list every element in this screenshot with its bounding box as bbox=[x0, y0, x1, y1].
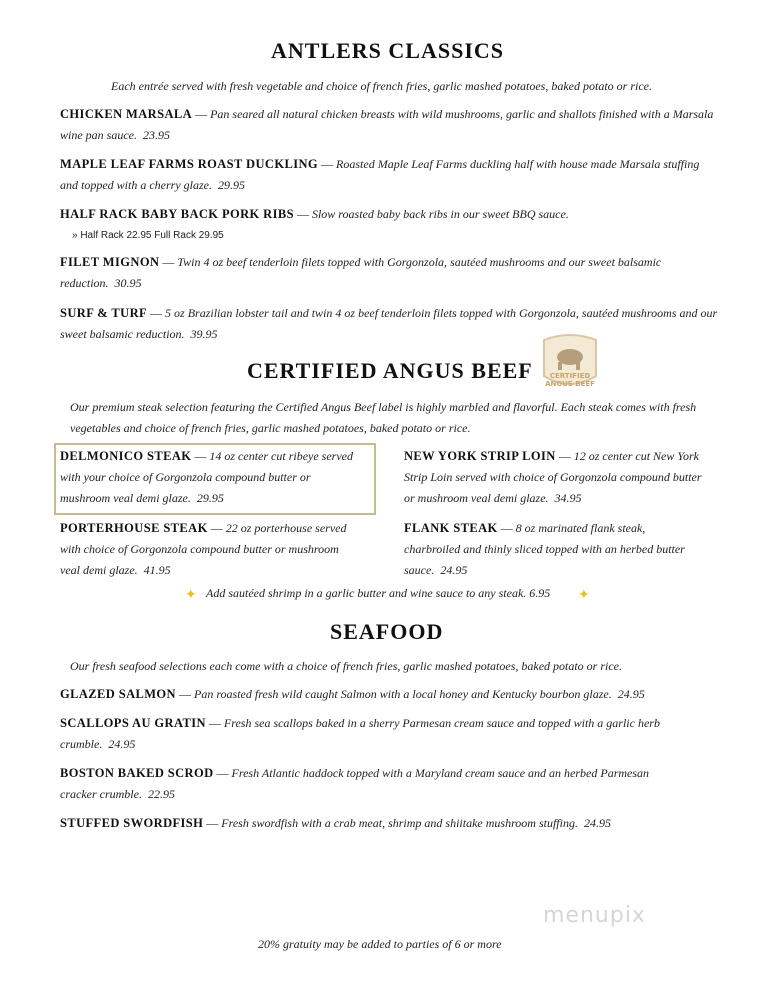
item-price: 24.95 bbox=[583, 816, 611, 830]
section-title-classics: ANTLERS CLASSICS bbox=[271, 38, 505, 63]
logo-text-1: CERTIFIED bbox=[549, 372, 591, 380]
item-desc: Pan seared all natural chicken breasts with wild mushrooms, garlic and shallots finished with a Marsala wine pan sauce. bbox=[60, 107, 714, 142]
menu-item-stuffed-swordfish: STUFFED SWORDFISH — Fresh swordfish with a crab meat, shrimp and shiitake mushroom stuffing. 24.95 bbox=[60, 816, 611, 830]
item-name: CHICKEN MARSALA bbox=[60, 107, 193, 121]
shrimp-addon: Add sautéed shrimp in a garlic butter and wine sauce to any steak. 6.95 bbox=[206, 586, 551, 600]
menu-item-roast-duckling: MAPLE LEAF FARMS ROAST DUCKLING — Roasted Maple Leaf Farms duckling half with house made Marsala stuffing and topped with a cherry glaze. 29.95 bbox=[60, 157, 700, 192]
item-desc: Fresh Atlantic haddock topped with a Maryland cream sauce and an herbed Parmesan cracker crumble. bbox=[60, 766, 650, 801]
item-price: 29.95 bbox=[196, 491, 224, 505]
item-name: FLANK STEAK bbox=[404, 521, 498, 535]
item-name: GLAZED SALMON bbox=[60, 687, 176, 701]
seafood-intro: Our fresh seafood selections each come with a choice of french fries, garlic mashed potatoes, baked potato or rice. bbox=[70, 659, 623, 673]
item-name: BOSTON BAKED SCROD bbox=[60, 766, 214, 780]
menu-item-porterhouse-steak: PORTERHOUSE STEAK — 22 oz porterhouse served with choice of Gorgonzola compound butter or mushroom veal demi glaze. 41.95 bbox=[60, 521, 347, 577]
item-name: SURF & TURF bbox=[60, 306, 148, 320]
menu-item-glazed-salmon: GLAZED SALMON — Pan roasted fresh wild caught Salmon with a local honey and Kentucky bourbon glaze. 24.95 bbox=[60, 687, 645, 701]
item-desc: Fresh sea scallops baked in a sherry Parmesan cream sauce and topped with a garlic herb crumble. bbox=[60, 716, 660, 751]
item-desc: 8 oz marinated flank steak, charbroiled and thinly sliced topped with an herbed butter sauce. bbox=[404, 521, 685, 577]
menu-item-scallops-au-gratin: SCALLOPS AU GRATIN — Fresh sea scallops baked in a sherry Parmesan cream sauce and topped with a garlic herb crumble. 24.95 bbox=[60, 716, 660, 751]
item-desc: 12 oz center cut New York Strip Loin served with choice of Gorgonzola compound butter or mushroom veal demi glaze. bbox=[404, 449, 702, 505]
menu-item-boston-baked-scrod: BOSTON BAKED SCROD — Fresh Atlantic haddock topped with a Maryland cream sauce and an herbed Parmesan cracker crumble. 22.95 bbox=[60, 766, 650, 801]
gratuity-note: 20% gratuity may be added to parties of 6 or more bbox=[258, 937, 502, 951]
item-price: 24.95 bbox=[617, 687, 645, 701]
menu-item-pork-ribs: HALF RACK BABY BACK PORK RIBS — Slow roasted baby back ribs in our sweet BBQ sauce. bbox=[60, 207, 569, 221]
item-desc: 14 oz center cut ribeye served with your choice of Gorgonzola compound butter or mushroom veal demi glaze. bbox=[60, 449, 353, 505]
section-title-seafood: SEAFOOD bbox=[330, 619, 444, 644]
item-price: 23.95 bbox=[143, 128, 170, 142]
item-name: NEW YORK STRIP LOIN bbox=[404, 449, 556, 463]
item-name: MAPLE LEAF FARMS ROAST DUCKLING bbox=[60, 157, 319, 171]
menu-item-delmonico-steak: DELMONICO STEAK — 14 oz center cut ribeye served with your choice of Gorgonzola compound butter or mushroom veal demi glaze. 29.95 bbox=[60, 449, 353, 505]
item-price: 41.95 bbox=[143, 563, 171, 577]
item-desc: 22 oz porterhouse served with choice of Gorgonzola compound butter or mushroom veal demi glaze. bbox=[60, 521, 347, 577]
item-price: 39.95 bbox=[190, 327, 218, 341]
item-desc: Roasted Maple Leaf Farms duckling half with house made Marsala stuffing and topped with a cherry glaze. bbox=[60, 157, 700, 192]
star-icon-right: ✦ bbox=[578, 587, 590, 603]
item-name: STUFFED SWORDFISH bbox=[60, 816, 204, 830]
ribs-price-options: » Half Rack 22.95 Full Rack 29.95 bbox=[72, 230, 224, 241]
angus-intro: Our premium steak selection featuring the Certified Angus Beef label is highly marbled and flavorful. Each steak comes with fresh vegetables and choice of french fries, garlic mashed potatoes, baked potato or rice. bbox=[70, 400, 697, 435]
menu-item-flank-steak: FLANK STEAK — 8 oz marinated flank steak, charbroiled and thinly sliced topped with an herbed butter sauce. 24.95 bbox=[404, 521, 685, 577]
item-name: HALF RACK BABY BACK PORK RIBS bbox=[60, 207, 294, 221]
certified-angus-beef-logo bbox=[538, 332, 602, 394]
item-name: FILET MIGNON bbox=[60, 255, 160, 269]
item-desc: Twin 4 oz beef tenderloin filets topped with Gorgonzola, sautéed mushrooms and our sweet balsamic reduction. bbox=[60, 255, 662, 290]
item-price: 30.95 bbox=[114, 276, 142, 290]
logo-text-2: ANGUS BEEF bbox=[545, 380, 595, 388]
watermark: menupix bbox=[543, 903, 646, 928]
star-icon-left: ✦ bbox=[185, 587, 197, 603]
item-price: 24.95 bbox=[108, 737, 136, 751]
item-desc: Slow roasted baby back ribs in our sweet BBQ sauce. bbox=[311, 207, 569, 221]
item-price: 34.95 bbox=[554, 491, 582, 505]
item-price: 22.95 bbox=[147, 787, 175, 801]
item-name: SCALLOPS AU GRATIN bbox=[60, 716, 206, 730]
item-desc: Pan roasted fresh wild caught Salmon with a local honey and Kentucky bourbon glaze. bbox=[193, 687, 612, 701]
item-desc: 5 oz Brazilian lobster tail and twin 4 oz beef tenderloin filets topped with Gorgonzola, sautéed mushrooms and our sweet balsamic reduction. bbox=[60, 306, 718, 341]
menu-item-ny-strip-loin: NEW YORK STRIP LOIN — 12 oz center cut New York Strip Loin served with choice of Gorgonzola compound butter or mushroom veal demi glaze. 34.95 bbox=[404, 449, 702, 505]
item-price: 29.95 bbox=[217, 178, 245, 192]
section-title-angus: CERTIFIED ANGUS BEEF bbox=[247, 358, 533, 383]
classics-intro: Each entrée served with fresh vegetable and choice of french fries, garlic mashed potatoes, baked potato or rice. bbox=[111, 79, 652, 93]
item-name: PORTERHOUSE STEAK bbox=[60, 521, 208, 535]
item-desc: Fresh swordfish with a crab meat, shrimp and shiitake mushroom stuffing. bbox=[221, 816, 578, 830]
item-name: DELMONICO STEAK bbox=[60, 449, 192, 463]
menu-item-chicken-marsala: CHICKEN MARSALA — Pan seared all natural chicken breasts with wild mushrooms, garlic and shallots finished with a Marsala wine pan sauce. 23.95 bbox=[60, 107, 714, 142]
menu-item-surf-turf: SURF & TURF — 5 oz Brazilian lobster tail and twin 4 oz beef tenderloin filets topped with Gorgonzola, sautéed mushrooms and our sweet balsamic reduction. 39.95 bbox=[60, 306, 718, 341]
item-price: 24.95 bbox=[440, 563, 468, 577]
menu-item-filet-mignon: FILET MIGNON — Twin 4 oz beef tenderloin filets topped with Gorgonzola, sautéed mushrooms and our sweet balsamic reduction. 30.95 bbox=[60, 255, 662, 290]
